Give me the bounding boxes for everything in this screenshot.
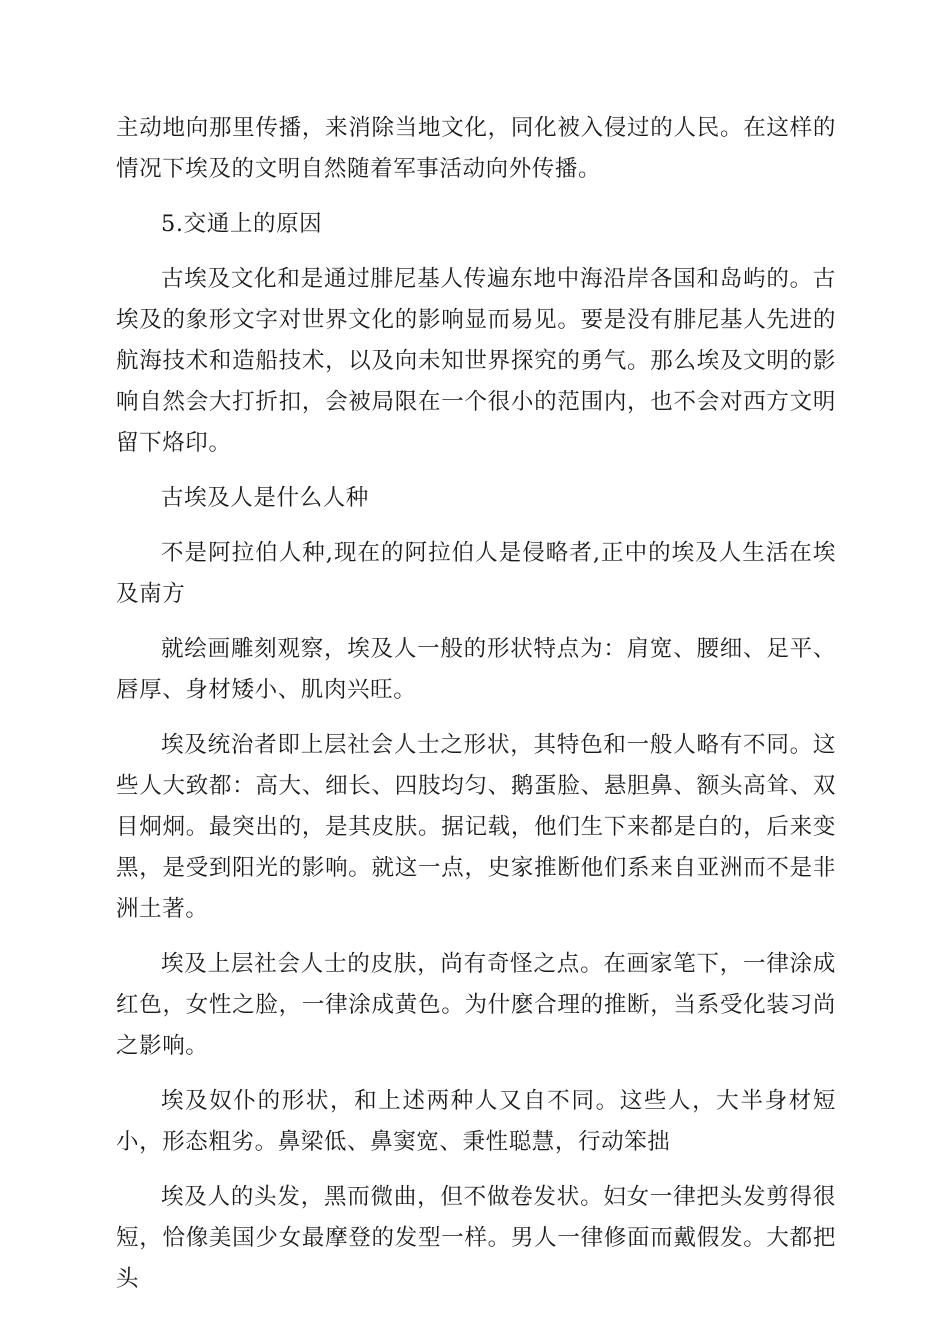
paragraph-1: 主动地向那里传播，来消除当地文化，同化被入侵过的人民。在这样的情况下埃及的文明自然随着军事活动向外传播。: [116, 115, 836, 182]
paragraph-8: 埃及上层社会人士的皮肤，尚有奇怪之点。在画家笔下，一律涂成红色，女性之脸，一律涂成黄色。为什麽合理的推断，当系受化装习尚之影响。: [116, 951, 836, 1059]
paragraph-7: 埃及统治者即上层社会人士之形状，其特色和一般人略有不同。这些人大致都：高大、细长、四肢均匀、鹅蛋脸、悬胆鼻、额头高耸、双目炯炯。最突出的，是其皮肤。据记载，他们生下来都是白的，后来变黑，是受到阳光的影响。就这一点，史家推断他们系来自亚洲而不是非洲土著。: [116, 732, 836, 922]
document-body: [116, 108, 836, 1314]
paragraph-3: 古埃及文化和是通过腓尼基人传遍东地中海沿岸各国和岛屿的。古埃及的象形文字对世界文化的影响显而易见。要是没有腓尼基人先进的航海技术和造船技术，以及向未知世界探究的勇气。那么埃及文明的影响自然会大打折扣，会被局限在一个很小的范围内，也不会对西方文明留下烙印。: [116, 266, 836, 456]
section-heading-transport: 5.交通上的原因: [161, 211, 323, 237]
paragraph-5: 不是阿拉伯人种,现在的阿拉伯人是侵略者,正中的埃及人生活在埃及南方: [116, 540, 836, 607]
paragraph-9: 埃及奴仆的形状，和上述两种人又自不同。这些人，大半身材短小，形态粗劣。鼻梁低、鼻窦宽、秉性聪慧，行动笨拙: [116, 1088, 836, 1155]
section-heading-ethnicity: 古埃及人是什么人种: [161, 485, 369, 511]
paragraph-10: 埃及人的头发，黑而微曲，但不做卷发状。妇女一律把头发剪得很短，恰像美国少女最摩登的发型一样。男人一律修面而戴假发。大都把头: [116, 1184, 836, 1292]
paragraph-6: 就绘画雕刻观察，埃及人一般的形状特点为：肩宽、腰细、足平、唇厚、身材矮小、肌肉兴旺。: [116, 636, 836, 703]
